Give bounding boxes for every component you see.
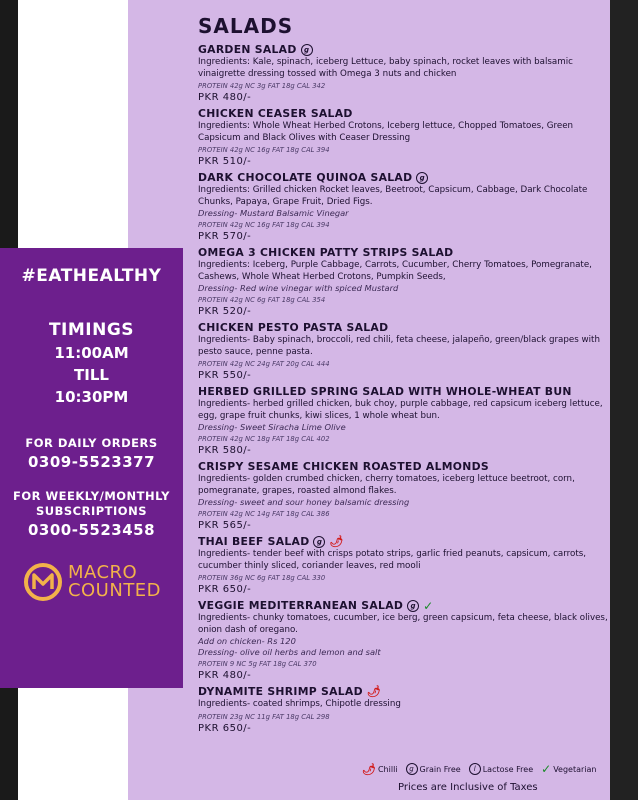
legend-vegetarian: [541, 762, 596, 776]
item-dressing: Dressing- Sweet Siracha Lime Olive: [198, 422, 346, 432]
legend-vegetarian-label: Vegetarian: [553, 764, 597, 774]
menu-item: [198, 598, 608, 683]
item-title-text: VEGGIE MEDITERRANEAN SALAD: [198, 599, 404, 612]
item-dressing: Dressing- Red wine vinegar with spiced Mustard: [198, 283, 399, 293]
menu-item: [198, 170, 608, 244]
item-ingredients: Ingredients: Grilled chicken Rocket leaves, Beetroot, Capsicum, Cabbage, Dark Chocolate Chunks, Papaya, Grape Fruit, Dried Figs.: [198, 185, 588, 207]
legend-grain-free: [406, 763, 461, 775]
legend-chilli-label: Chilli: [377, 764, 398, 774]
menu-item: [198, 459, 608, 533]
item-title: [198, 320, 608, 335]
item-title-text: HERBED GRILLED SPRING SALAD WITH WHOLE-WHEAT BUN: [198, 385, 572, 398]
item-title: [198, 245, 608, 260]
item-price: PKR 565/-: [198, 520, 252, 531]
grain-free-icon: g: [416, 172, 428, 184]
menu-items-list: [198, 42, 608, 736]
item-title-text: CHICKEN CEASER SALAD: [198, 107, 353, 120]
daily-phone: 0309-5523377: [27, 453, 156, 471]
chilli-icon: 🌶: [329, 535, 344, 548]
grain-free-icon: g: [313, 536, 325, 548]
item-macros: PROTEIN 23g NC 11g FAT 18g CAL 298: [198, 712, 330, 721]
item-title-text: CHICKEN PESTO PASTA SALAD: [198, 321, 389, 334]
chilli-icon: 🌶: [362, 762, 376, 776]
item-title: [198, 42, 608, 57]
item-title: [198, 459, 608, 474]
item-title: [198, 384, 608, 399]
item-ingredients: Ingredients- chunky tomatoes, cucumber, ice berg, green capsicum, feta cheese, black olives, onion dash of oregano.: [198, 613, 608, 635]
info-sidebar: [0, 248, 183, 688]
legend-chilli: [362, 763, 398, 776]
till-label: TILL: [74, 366, 109, 384]
item-title-text: GARDEN SALAD: [198, 43, 297, 56]
daily-orders-title: FOR DAILY ORDERS: [25, 436, 158, 450]
salad-menu: [198, 14, 608, 737]
item-title-text: THAI BEEF SALAD: [198, 535, 310, 548]
item-macros: PROTEIN 42g NC 24g FAT 20g CAL 444: [198, 360, 330, 368]
lactose-free-icon: l: [469, 763, 481, 775]
grain-free-icon: g: [406, 763, 418, 775]
item-macros: PROTEIN 42g NC 3g FAT 18g CAL 342: [198, 82, 326, 90]
menu-item: [198, 42, 608, 105]
item-ingredients: Ingredients: Whole Wheat Herbed Crotons, Iceberg lettuce, Chopped Tomatoes, Green Capsicum and Black Olives with Ceaser Dressing: [198, 121, 574, 143]
weekly-title-2: SUBSCRIPTIONS: [36, 504, 147, 518]
grain-free-icon: g: [407, 600, 419, 612]
item-price: PKR 650/-: [198, 722, 252, 734]
item-ingredients: Ingredients- coated shrimps, Chipotle dressing: [198, 699, 401, 709]
open-time: 11:00AM: [54, 344, 129, 362]
item-addon: Add on chicken- Rs 120: [198, 636, 296, 646]
section-heading: SALADS: [198, 14, 294, 38]
logo-mark-icon: [22, 561, 64, 603]
item-price: PKR 480/-: [198, 92, 252, 103]
menu-item: [198, 534, 608, 597]
menu-item: [198, 245, 608, 319]
macro-counted-logo: [0, 561, 183, 603]
item-macros: PROTEIN 36g NC 6g FAT 18g CAL 330: [198, 574, 326, 582]
item-ingredients: Ingredients- Baby spinach, broccoli, red chili, feta cheese, jalapeño, green/black grapes with pesto sauce, penne pasta.: [198, 335, 600, 357]
logo-text: [68, 564, 161, 600]
item-price: PKR 570/-: [198, 231, 252, 242]
item-title-text: DYNAMITE SHRIMP SALAD: [198, 685, 363, 698]
legend-grain-free-label: Grain Free: [419, 764, 461, 774]
item-price: PKR 510/-: [198, 156, 252, 167]
item-title: [198, 170, 608, 185]
logo-line-1: MACRO: [67, 562, 138, 583]
item-macros: PROTEIN 42g NC 16g FAT 18g CAL 394: [198, 221, 330, 229]
item-dressing: Dressing- olive oil herbs and lemon and salt: [198, 647, 381, 657]
item-title: [198, 106, 608, 121]
item-ingredients: Ingredients: Iceberg, Purple Cabbage, Carrots, Cucumber, Cherry Tomatoes, Pomegranate, Cashews, Whole Wheat Herbed Crotons, Pumpkin Seeds,: [198, 260, 592, 282]
weekly-title-1: FOR WEEKLY/MONTHLY: [12, 489, 171, 503]
item-price: PKR 650/-: [198, 584, 252, 595]
item-dressing: Dressing- Mustard Balsamic Vinegar: [198, 208, 349, 218]
item-ingredients: Ingredients: Kale, spinach, iceberg Lettuce, baby spinach, rocket leaves with balsamic vinaigrette dressing tossed with Omega 3 nuts and chicken: [198, 57, 573, 79]
menu-item: [198, 384, 608, 458]
menu-item: [198, 320, 608, 383]
item-title-text: OMEGA 3 CHICKEN PATTY STRIPS SALAD: [198, 246, 454, 259]
item-title: [198, 598, 608, 613]
item-ingredients: Ingredients- tender beef with crisps potato strips, garlic fried peanuts, capsicum, carrots, cucumber thinly sliced, coriander leaves, red mooli: [198, 549, 587, 571]
item-title-text: DARK CHOCOLATE QUINOA SALAD: [198, 171, 413, 184]
item-macros: PROTEIN 9 NC 5g FAT 18g CAL 370: [198, 660, 317, 668]
legend-lactose-free: [469, 763, 533, 775]
item-price: PKR 550/-: [198, 370, 252, 381]
item-macros: PROTEIN 42g NC 14g FAT 18g CAL 386: [198, 510, 330, 518]
hashtag: #EATHEALTHY: [21, 266, 162, 286]
vegetarian-icon: ✓: [541, 762, 552, 776]
close-time: 10:30PM: [54, 388, 129, 406]
item-price: PKR 520/-: [198, 306, 252, 317]
item-price: PKR 480/-: [198, 670, 252, 681]
item-dressing: Dressing- sweet and sour honey balsamic dressing: [198, 497, 410, 507]
item-ingredients: Ingredients- golden crumbed chicken, cherry tomatoes, iceberg lettuce beetroot, corn, pomegranate, grapes, roasted almond flakes.: [198, 474, 575, 496]
chilli-icon: 🌶: [366, 685, 382, 698]
weekly-phone: 0300-5523458: [27, 521, 156, 539]
right-edge: [610, 0, 638, 800]
item-macros: PROTEIN 42g NC 16g FAT 18g CAL 394: [198, 146, 330, 154]
item-macros: PROTEIN 42g NC 18g FAT 18g CAL 402: [198, 435, 330, 443]
timings-title: TIMINGS: [48, 320, 135, 340]
item-title-text: CRISPY SESAME CHICKEN ROASTED ALMONDS: [198, 460, 489, 473]
icon-legend: [362, 762, 596, 776]
tax-note: Prices are Inclusive of Taxes: [398, 782, 538, 793]
menu-item: [198, 684, 608, 736]
legend-lactose-free-label: Lactose Free: [482, 764, 534, 774]
vegetarian-icon: ✓: [423, 598, 434, 613]
menu-item: [198, 106, 608, 169]
logo-line-2: COUNTED: [67, 580, 162, 601]
item-price: PKR 580/-: [198, 445, 252, 456]
item-macros: PROTEIN 42g NC 6g FAT 18g CAL 354: [198, 296, 326, 304]
grain-free-icon: g: [301, 44, 313, 56]
item-title: [198, 684, 608, 699]
item-ingredients: Ingredients- herbed grilled chicken, buk choy, purple cabbage, red capsicum iceberg lettuce, egg, grape fruit chunks, kiwi slices, 1 whole wheat bun.: [198, 399, 603, 421]
item-title: [198, 534, 608, 549]
